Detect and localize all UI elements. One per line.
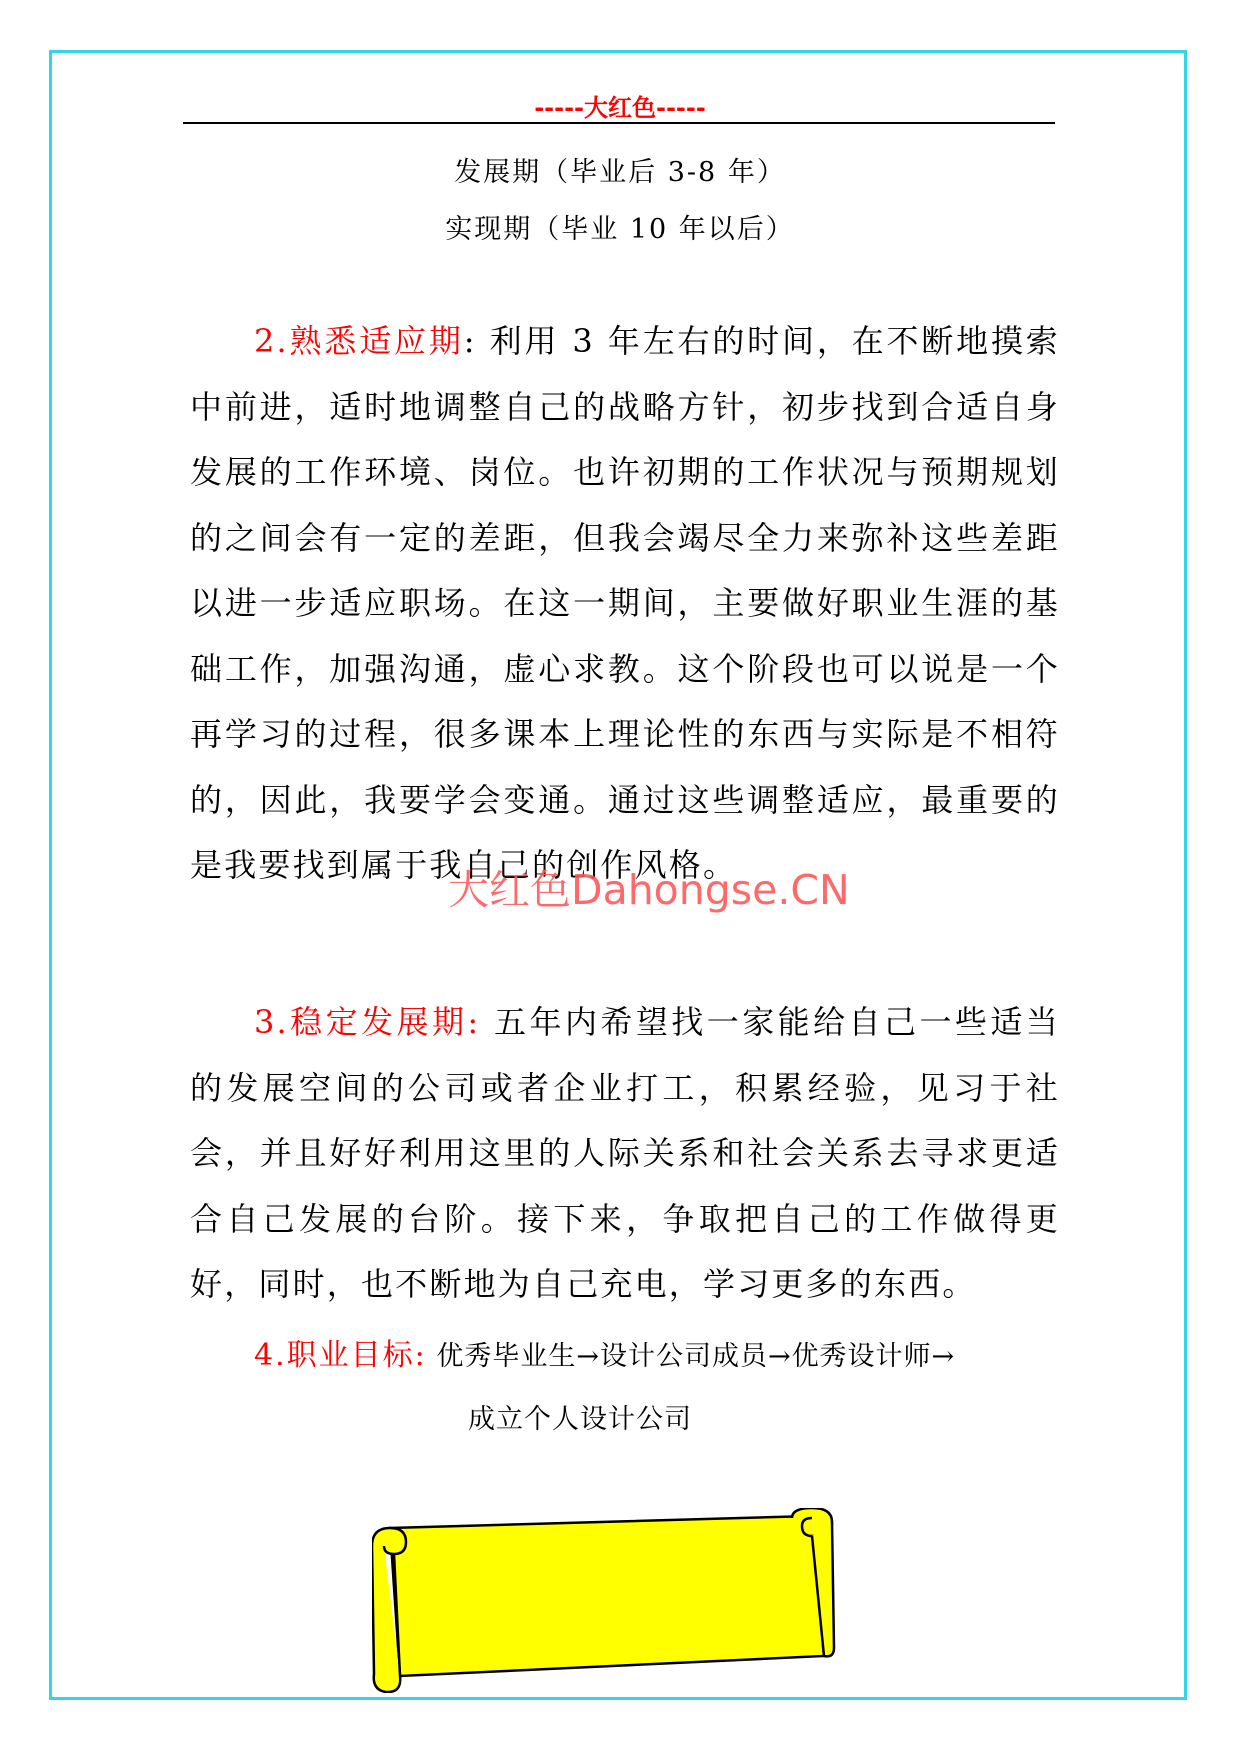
section-heading: 3.稳定发展期: bbox=[254, 1003, 481, 1041]
section-heading: 2.熟悉适应期 bbox=[254, 322, 464, 360]
header-title: -----大红色----- bbox=[534, 94, 706, 122]
career-goal-line bbox=[254, 1330, 955, 1374]
stage-development: 发展期（毕业后 3-8 年） bbox=[454, 157, 786, 188]
section-body: 利用 3 年左右的时间，在不断地摸索中前进，适时地调整自己的战略方针，初步找到合适自身发展的工作环境、岗位。也许初期的工作状况与预期规划的之间会有一定的差距，但我会竭尽全力来弥补这些差距以进一步适应职场。在这一期间，主要做好职业生涯的基础工作，加强沟通，虚心求教。这个阶段也可以说是一个再学习的过程，很多课本上理论性的东西与实际是不相符的，因此，我要学会变通。通过这些调整适应，最重要的是我要找到属于我自己的创作风格。 bbox=[190, 322, 1060, 884]
section-stable-development bbox=[190, 990, 1060, 1318]
career-goal-heading: 4.职业目标: bbox=[254, 1338, 427, 1373]
career-goal-path: 优秀毕业生→设计公司成员→优秀设计师→ bbox=[426, 1341, 956, 1372]
watermark-text: 大红色Dahongse.CN bbox=[448, 866, 850, 914]
section-body: 五年内希望找一家能给自己一些适当的发展空间的公司或者企业打工，积累经验，见习于社会，并且好好利用这里的人际关系和社会关系去寻求更适合自己发展的台阶。接下来，争取把自己的工作做得更好，同时，也不断地为自己充电，学习更多的东西。 bbox=[190, 1003, 1060, 1303]
stage-realization: 实现期（毕业 10 年以后） bbox=[445, 214, 795, 245]
section-separator: : bbox=[463, 322, 477, 360]
section-adaptation bbox=[190, 309, 1060, 899]
scroll-banner-icon bbox=[372, 1508, 842, 1693]
career-goal-final: 成立个人设计公司 bbox=[468, 1404, 692, 1435]
header-divider bbox=[183, 122, 1055, 124]
